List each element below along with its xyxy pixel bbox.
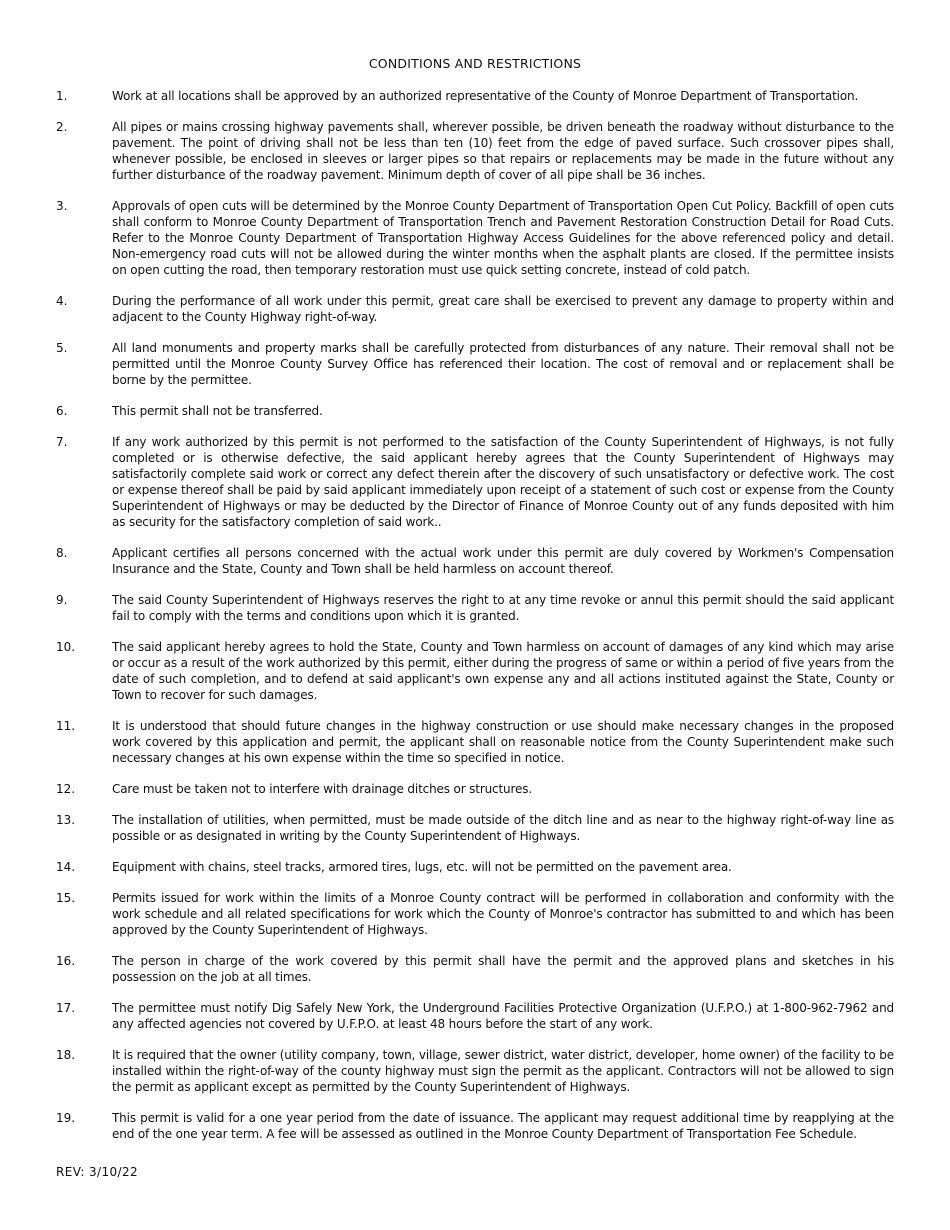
- page-title: CONDITIONS AND RESTRICTIONS: [368, 56, 582, 71]
- condition-number: 2.: [56, 120, 68, 134]
- condition-item: [0, 293, 950, 325]
- condition-text: It is understood that should future changes in the highway construction or use should make necessary changes in the proposed work covered by this application and permit, the applicant shall on reasonable notice from the County Superintendent make such necessary changes at his own expense within the time so specified in notice.: [112, 719, 894, 765]
- condition-item: [0, 718, 950, 766]
- condition-text: If any work authorized by this permit is not performed to the satisfaction of the County Superintendent of Highways, is not fully completed or is otherwise defective, the said applicant hereby agrees that the County Superintendent of Highways may satisfactorily complete said work or correct any defect therein after the discovery of such unsatisfactory or defective work. The cost or expense thereof shall be paid by said applicant immediately upon receipt of a statement of such cost or expense from the County Superintendent of Highways or may be deducted by the Director of Finance of Monroe County out of any funds deposited with him as security for the satisfactory completion of said work..: [112, 435, 894, 529]
- condition-text: This permit shall not be transferred.: [112, 404, 323, 418]
- condition-item: [0, 198, 950, 278]
- condition-item: [0, 340, 950, 388]
- condition-item: [0, 812, 950, 844]
- condition-number: 6.: [56, 404, 68, 418]
- condition-text: All pipes or mains crossing highway pavements shall, wherever possible, be driven beneath the roadway without disturbance to the pavement. The point of driving shall not be less than ten (10) feet from the edge of paved surface. Such crossover pipes shall, whenever possible, be enclosed in sleeves or larger pipes so that repairs or replacements may be made in the future without any further disturbance of the roadway pavement. Minimum depth of cover of all pipe shall be 36 inches.: [112, 120, 894, 182]
- condition-number: 14.: [56, 860, 76, 874]
- condition-text: Approvals of open cuts will be determined by the Monroe County Department of Transportation Open Cut Policy. Backfill of open cuts shall conform to Monroe County Department of Transportation Trench and Pavement Restoration Construction Detail for Road Cuts. Refer to the Monroe County Department of Transportation Highway Access Guidelines for the above referenced policy and detail. Non-emergency road cuts will not be allowed during the winter months when the asphalt plants are closed. If the permittee insists on open cutting the road, then temporary restoration must use quick setting concrete, instead of cold patch.: [112, 199, 894, 277]
- condition-text: The permittee must notify Dig Safely New York, the Underground Facilities Protective Organization (U.F.P.O.) at 1-800-962-7962 and any affected agencies not covered by U.F.P.O. at least 48 hours before the start of any work.: [112, 1001, 894, 1031]
- condition-text: The installation of utilities, when permitted, must be made outside of the ditch line and as near to the highway right-of-way line as possible or as designated in writing by the County Superintendent of Highways.: [112, 813, 894, 843]
- condition-item: [0, 403, 950, 419]
- condition-item: [0, 639, 950, 703]
- condition-number: 5.: [56, 341, 68, 355]
- condition-text: This permit is valid for a one year period from the date of issuance. The applicant may request additional time by reapplying at the end of the one year term. A fee will be assessed as outlined in the Monroe County Department of Transportation Fee Schedule.: [112, 1111, 894, 1141]
- condition-number: 19.: [56, 1111, 76, 1125]
- condition-text: The person in charge of the work covered by this permit shall have the permit and the approved plans and sketches in his possession on the job at all times.: [112, 954, 894, 984]
- condition-number: 4.: [56, 294, 68, 308]
- condition-number: 18.: [56, 1048, 76, 1062]
- condition-text: It is required that the owner (utility company, town, village, sewer district, water district, developer, home owner) of the facility to be installed within the right-of-way of the county highway must sign the permit as the applicant. Contractors will not be allowed to sign the permit as applicant except as permitted by the County Superintendent of Highways.: [112, 1048, 894, 1094]
- condition-item: [0, 859, 950, 875]
- condition-text: Care must be taken not to interfere with drainage ditches or structures.: [112, 782, 533, 796]
- condition-text: Permits issued for work within the limits of a Monroe County contract will be performed in collaboration and conformity with the work schedule and all related specifications for work which the County of Monroe's contractor has submitted to and which has been approved by the County Superintendent of Highways.: [112, 891, 894, 937]
- condition-item: [0, 545, 950, 577]
- condition-number: 12.: [56, 782, 76, 796]
- condition-number: 3.: [56, 199, 68, 213]
- condition-number: 1.: [56, 89, 68, 103]
- condition-item: [0, 1110, 950, 1142]
- condition-item: [0, 781, 950, 797]
- condition-text: Work at all locations shall be approved by an authorized representative of the County of Monroe Department of Transportation.: [112, 89, 859, 103]
- condition-text: Equipment with chains, steel tracks, armored tires, lugs, etc. will not be permitted on the pavement area.: [112, 860, 732, 874]
- condition-item: [0, 1000, 950, 1032]
- condition-text: All land monuments and property marks shall be carefully protected from disturbances of any nature. Their removal shall not be permitted until the Monroe County Survey Office has referenced their location. The cost of removal and or replacement shall be borne by the permittee.: [112, 341, 894, 387]
- condition-text: Applicant certifies all persons concerned with the actual work under this permit are duly covered by Workmen's Compensation Insurance and the State, County and Town shall be held harmless on account thereof.: [112, 546, 894, 576]
- condition-text: The said County Superintendent of Highways reserves the right to at any time revoke or annul this permit should the said applicant fail to comply with the terms and conditions upon which it is granted.: [112, 593, 894, 623]
- condition-text: During the performance of all work under this permit, great care shall be exercised to prevent any damage to property within and adjacent to the County Highway right-of-way.: [112, 294, 894, 324]
- condition-item: [0, 434, 950, 530]
- condition-number: 17.: [56, 1001, 76, 1015]
- conditions-list: [0, 88, 950, 1157]
- condition-item: [0, 1047, 950, 1095]
- condition-item: [0, 592, 950, 624]
- condition-number: 9.: [56, 593, 68, 607]
- condition-item: [0, 119, 950, 183]
- condition-number: 11.: [56, 719, 76, 733]
- revision-label: REV: 3/10/22: [56, 1165, 139, 1179]
- condition-item: [0, 890, 950, 938]
- condition-number: 13.: [56, 813, 76, 827]
- condition-number: 8.: [56, 546, 68, 560]
- condition-item: [0, 953, 950, 985]
- condition-number: 10.: [56, 640, 76, 654]
- condition-number: 7.: [56, 435, 68, 449]
- condition-number: 15.: [56, 891, 76, 905]
- condition-text: The said applicant hereby agrees to hold the State, County and Town harmless on account of damages of any kind which may arise or occur as a result of the work authorized by this permit, either during the progress of same or within a period of five years from the date of such completion, and to defend at said applicant's own expense any and all actions instituted against the State, County or Town to recover for such damages.: [112, 640, 894, 702]
- condition-number: 16.: [56, 954, 76, 968]
- condition-item: [0, 88, 950, 104]
